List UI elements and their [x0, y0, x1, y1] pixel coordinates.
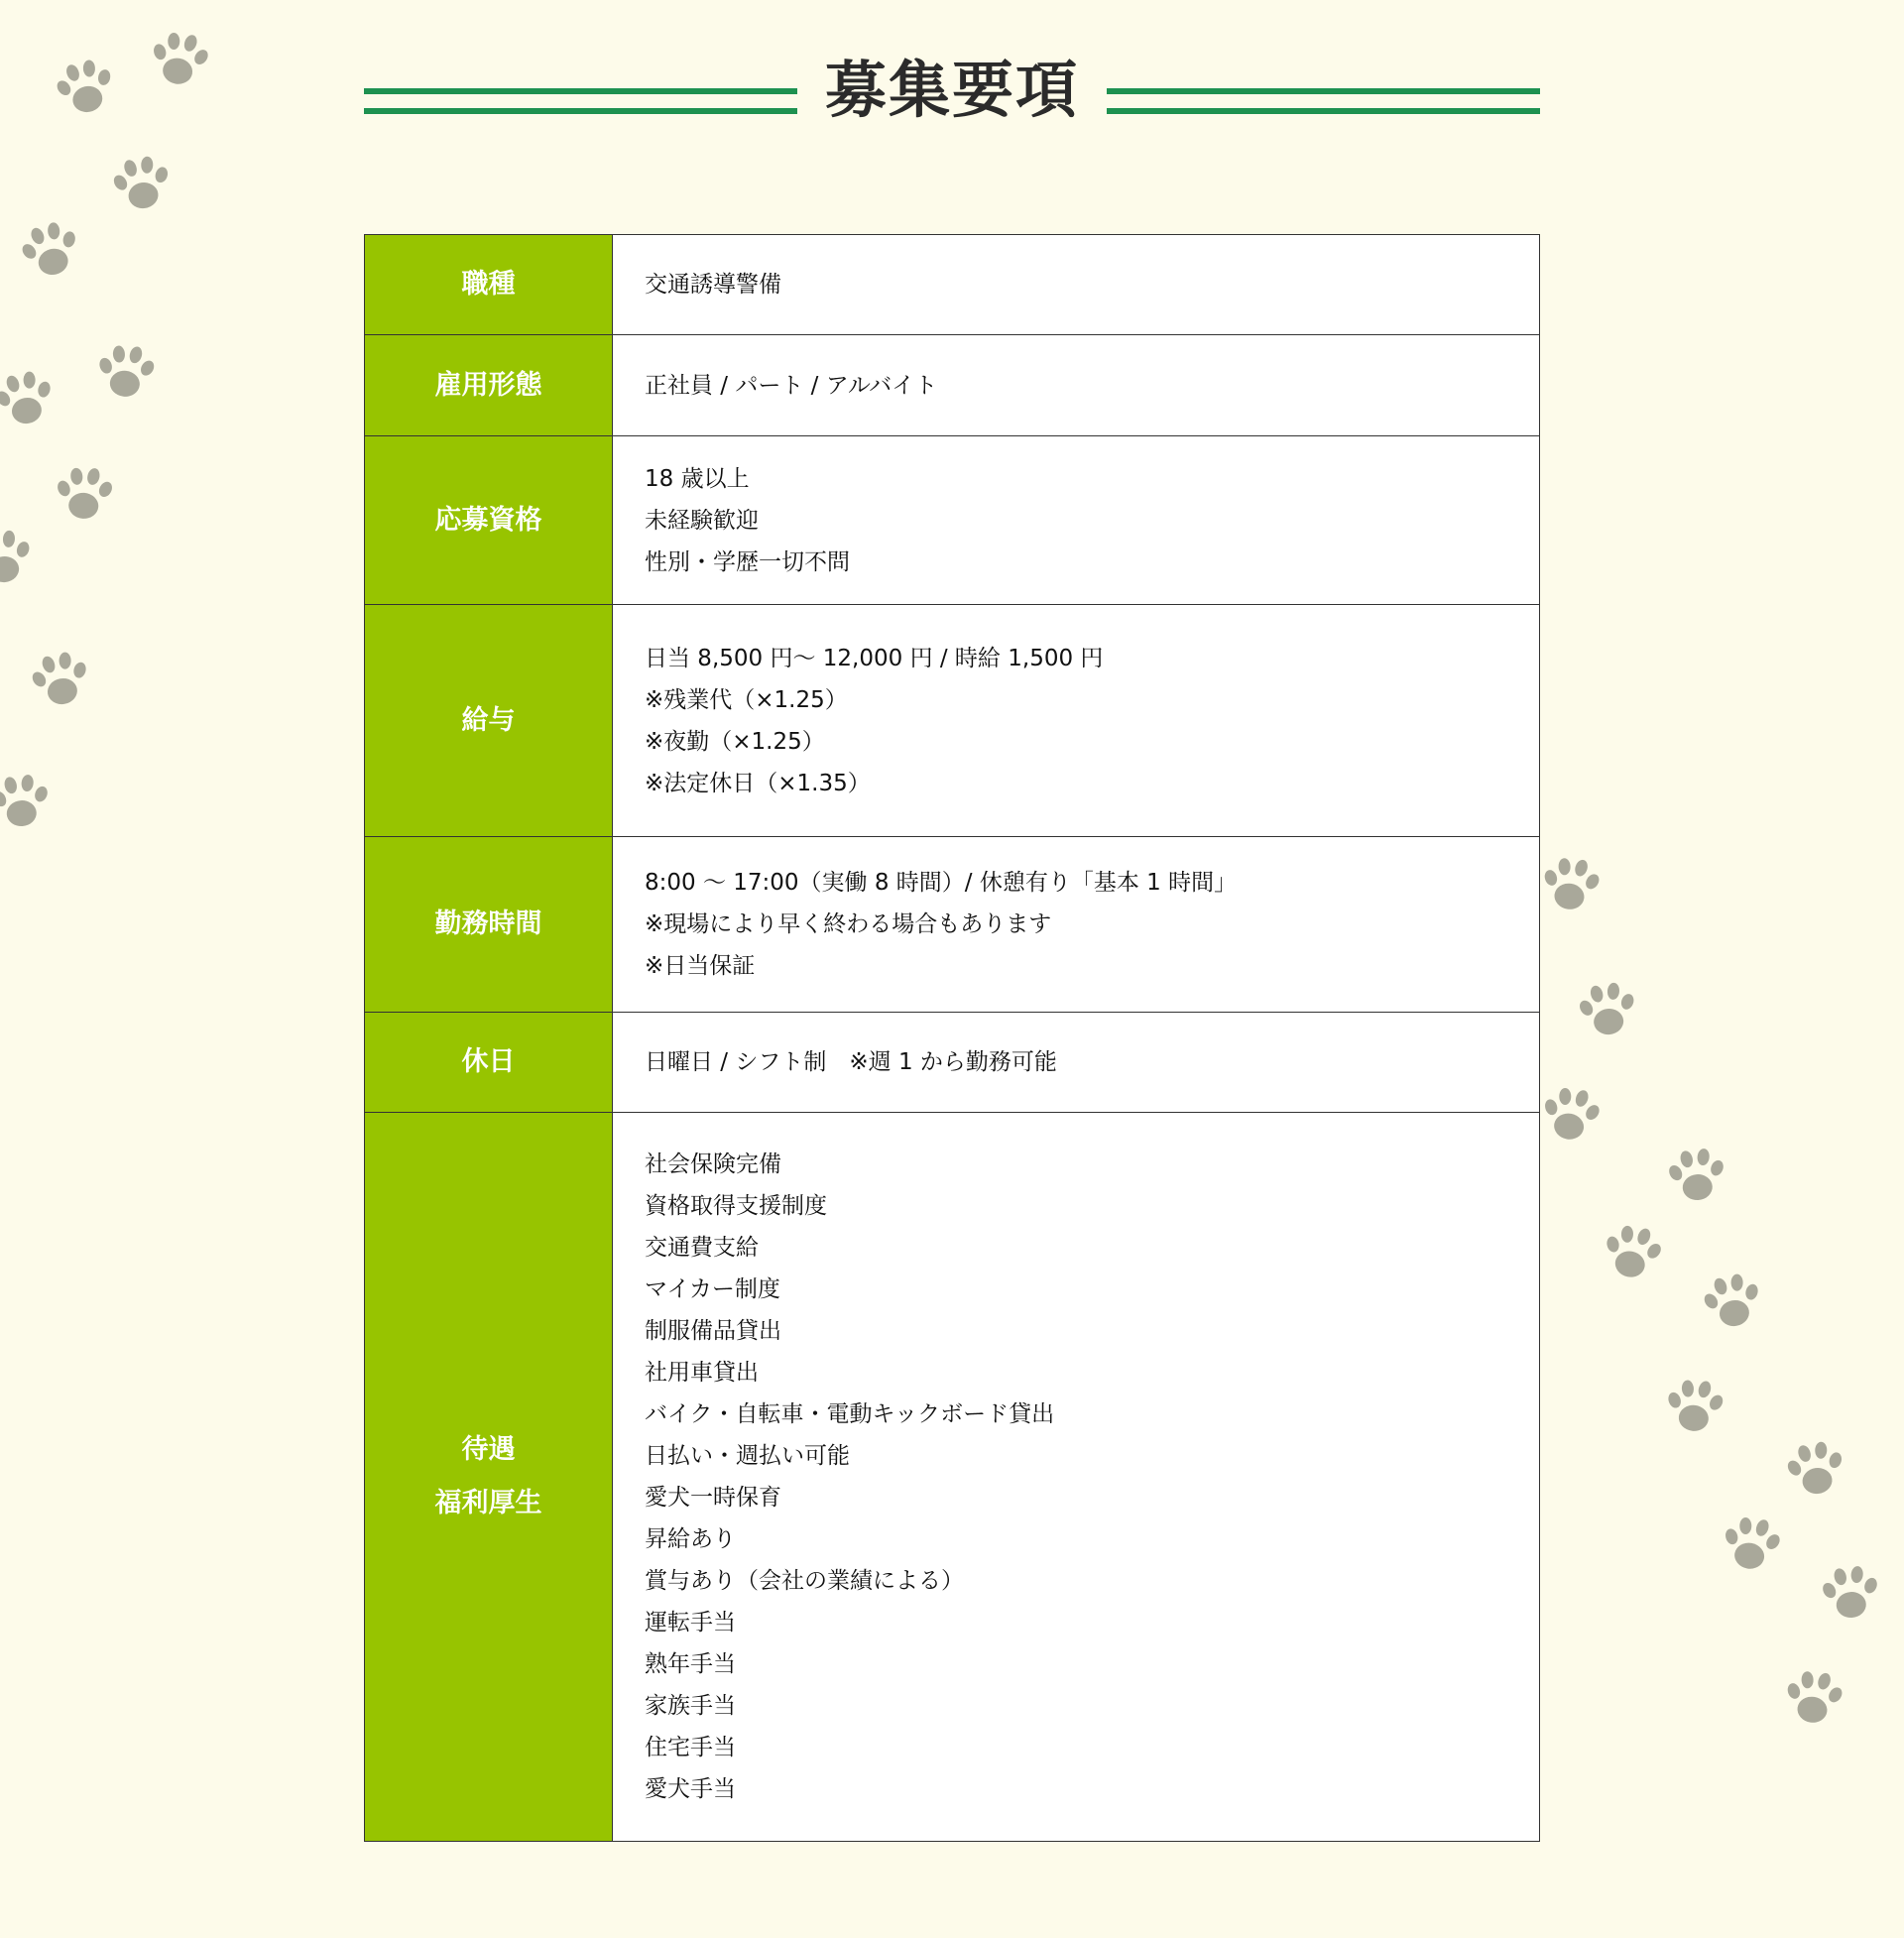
- paw-print-icon: [49, 52, 123, 125]
- row-label-benefits: [365, 1113, 613, 1842]
- label-text: 職種: [461, 269, 516, 300]
- value-line: ※日当保証: [645, 953, 756, 979]
- paw-print-icon: [1781, 1435, 1852, 1505]
- value-line: 交通誘導警備: [645, 272, 781, 298]
- value-line: 愛犬手当: [645, 1776, 736, 1802]
- value-line: 正社員 / パート / アルバイト: [645, 372, 938, 399]
- value-line: 賞与あり（会社の業績による）: [645, 1568, 964, 1594]
- paw-print-icon: [1574, 977, 1643, 1044]
- paw-print-icon: [1535, 1080, 1608, 1151]
- value-line: ※夜勤（×1.25）: [645, 728, 825, 755]
- paw-print-icon: [1536, 851, 1607, 920]
- paw-print-icon: [1664, 1144, 1731, 1209]
- value-line: 昇給あり: [645, 1526, 736, 1552]
- row-value-salary: [613, 605, 1540, 837]
- page-title: 募集要項: [824, 54, 1079, 126]
- row-value-qualifications: [613, 436, 1540, 605]
- paw-print-icon: [1697, 1267, 1770, 1338]
- paw-print-icon: [1596, 1217, 1670, 1290]
- row-label-employment-type: [365, 335, 613, 436]
- row-label-qualifications: [365, 436, 613, 605]
- label-text: 福利厚生: [434, 1488, 542, 1518]
- value-line: 熟年手当: [645, 1651, 736, 1677]
- row-label-job-type: [365, 235, 613, 335]
- paw-print-icon: [144, 25, 217, 96]
- paw-print-icon: [1716, 1510, 1789, 1581]
- value-line: 愛犬一時保育: [645, 1485, 781, 1511]
- row-label-work-hours: [365, 837, 613, 1013]
- row-value-employment-type: [613, 335, 1540, 436]
- row-value-holidays: [613, 1013, 1540, 1113]
- value-line: 日当 8,500 円〜 12,000 円 / 時給 1,500 円: [645, 645, 1104, 671]
- value-line: ※法定休日（×1.35）: [645, 770, 871, 796]
- table-row: [365, 837, 1540, 1013]
- value-line: 制服備品貸出: [645, 1318, 781, 1344]
- value-line: バイク・自転車・電動キックボード貸出: [645, 1401, 1055, 1427]
- row-value-work-hours: [613, 837, 1540, 1013]
- value-line: 日曜日 / シフト制 ※週 1 から勤務可能: [645, 1049, 1057, 1075]
- value-line: 資格取得支援制度: [645, 1193, 827, 1219]
- paw-print-icon: [0, 364, 62, 435]
- table-row: [365, 605, 1540, 837]
- paw-print-icon: [13, 213, 89, 289]
- value-line: 運転手当: [645, 1610, 736, 1635]
- value-line: ※残業代（×1.25）: [645, 686, 848, 713]
- value-line: 日払い・週払い可能: [645, 1443, 850, 1469]
- heading-right-lines: [1107, 61, 1540, 120]
- paw-print-icon: [25, 645, 98, 716]
- value-line: 未経験歓迎: [645, 507, 759, 534]
- paw-print-icon: [0, 770, 56, 835]
- value-line: 交通費支給: [645, 1235, 759, 1261]
- row-label-salary: [365, 605, 613, 837]
- label-text: 雇用形態: [434, 369, 542, 401]
- table-row: [365, 1113, 1540, 1842]
- row-label-holidays: [365, 1013, 613, 1113]
- value-line: 住宅手当: [645, 1735, 736, 1760]
- table-row: [365, 436, 1540, 605]
- table-row: [365, 335, 1540, 436]
- paw-print-icon: [1818, 1561, 1885, 1627]
- paw-print-icon: [52, 462, 119, 528]
- paw-print-icon: [0, 525, 39, 592]
- recruitment-table: [364, 234, 1540, 1842]
- label-text: 勤務時間: [434, 908, 542, 939]
- value-line: 8:00 〜 17:00（実働 8 時間）/ 休憩有り「基本 1 時間」: [645, 870, 1238, 896]
- paw-print-icon: [92, 339, 162, 407]
- table-row: [365, 235, 1540, 335]
- label-text: 応募資格: [434, 504, 542, 536]
- heading-left-lines: [364, 61, 797, 120]
- paw-print-icon: [1661, 1374, 1730, 1441]
- value-line: 家族手当: [645, 1693, 736, 1719]
- row-value-benefits: [613, 1113, 1540, 1842]
- table-row: [365, 1013, 1540, 1113]
- label-text: 給与: [461, 704, 516, 736]
- value-line: 性別・学歴一切不問: [645, 548, 850, 575]
- section-heading: [364, 50, 1540, 131]
- paw-print-icon: [1779, 1664, 1850, 1734]
- value-line: ※現場により早く終わる場合もあります: [645, 911, 1052, 937]
- paw-print-icon: [107, 150, 178, 219]
- label-text: 休日: [461, 1046, 516, 1077]
- value-line: 社用車貸出: [645, 1360, 759, 1386]
- value-line: マイカー制度: [645, 1276, 780, 1302]
- row-value-job-type: [613, 235, 1540, 335]
- value-line: 社会保険完備: [645, 1151, 781, 1177]
- label-text: 待遇: [461, 1434, 516, 1465]
- value-line: 18 歳以上: [645, 465, 750, 492]
